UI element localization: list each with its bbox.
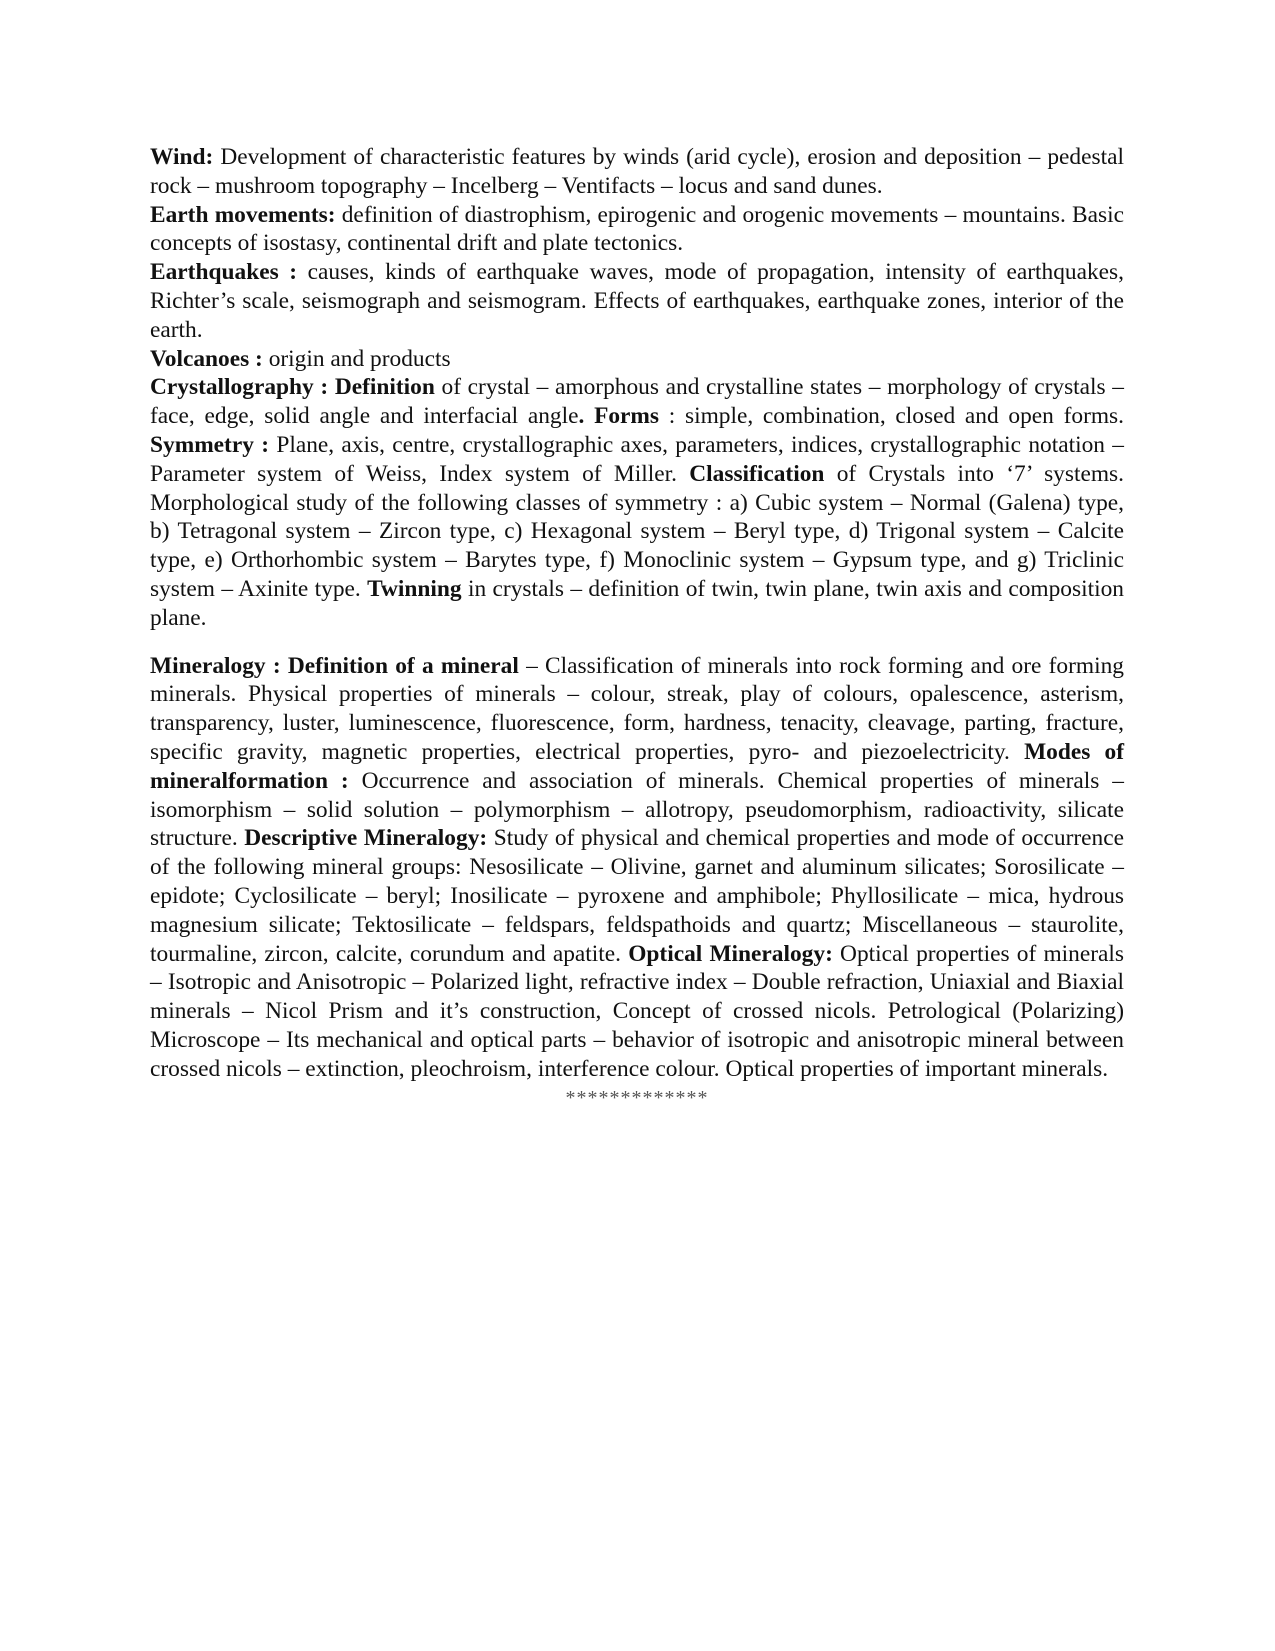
text-optical-mineralogy: Optical properties of minerals – Isotropic and Anisotropic – Polarized light, refractive index – Double refraction, Uniaxial and Biaxial minerals – Nicol Prism and it’s construction, Concept of crossed nicols. Petrological (Polarizing) Microscope – Its mechanical and optical parts – behavior of isotropic and anisotropic mineral between crossed nicols – extinction, pleochroism, interference colour. Optical properties of important minerals. <box>150 940 1124 1082</box>
heading-mineralogy-definition: Mineralogy : Definition of a mineral <box>150 652 519 679</box>
heading-classification: Classification <box>689 460 825 487</box>
paragraph-mineralogy <box>150 652 1124 1084</box>
heading-twinning: Twinning <box>367 575 462 602</box>
text-mineralogy-definition: – Classification of minerals into rock forming and ore forming minerals. Physical properties of minerals – colour, streak, play of colours, opalescence, asterism, transparency, luster, luminescence, fluorescence, form, hardness, tenacity, cleavage, parting, fracture, specific gravity, magnetic properties, electrical properties, pyro- and piezoelectricity. <box>150 652 1124 765</box>
text-earthquakes: causes, kinds of earthquake waves, mode of propagation, intensity of earthquakes, Richter’s scale, seismograph and seismogram. Effects of earthquakes, earthquake zones, interior of the earth. <box>150 259 1125 343</box>
paragraph-wind <box>150 143 1124 201</box>
paragraph-crystallography <box>150 373 1124 632</box>
text-volcanoes: origin and products <box>262 345 451 372</box>
text-modes-of-mineral-formation: Occurrence and association of minerals. Chemical properties of minerals – isomorphism – solid solution – polymorphism – allotropy, pseudomorphism, radioactivity, silicate structure. <box>150 767 1124 852</box>
heading-optical-mineralogy: Optical Mineralogy: <box>628 940 833 967</box>
text-wind: Development of characteristic features by winds (arid cycle), erosion and deposition – pedestal rock – mushroom topography – Incelberg – Ventifacts – locus and sand dunes. <box>150 144 1124 199</box>
heading-crystallography-definition: Crystallography : Definition <box>150 374 435 401</box>
heading-volcanoes: Volcanoes : <box>150 345 263 372</box>
text-descriptive-mineralogy: Study of physical and chemical properties and mode of occurrence of the following mineral groups: Nesosilicate – Olivine, garnet and aluminum silicates; Sorosilicate – epidote; Cyclosilicate – beryl; Inosilicate – pyroxene and amphibole; Phyllosilicate – mica, hydrous magnesium silicate; Tektosilicate – feldspars, feldspathoids and quartz; Miscellaneous – staurolite, tourmaline, zircon, calcite, corundum and apatite. <box>150 825 1125 967</box>
text-crystallography-definition: of crystal – amorphous and crystalline states – morphology of crystals – face, edge, solid angle and interfacial angle <box>150 374 1125 430</box>
document-page <box>150 143 1124 1112</box>
heading-forms: . Forms <box>578 403 660 430</box>
heading-earthquakes: Earthquakes : <box>150 259 298 286</box>
heading-earth-movements: Earth movements: <box>150 201 336 228</box>
paragraph-earth-movements <box>150 201 1124 259</box>
text-earth-movements: definition of diastrophism, epirogenic and orogenic movements – mountains. Basic concepts of isostasy, continental drift and plate tectonics. <box>150 201 1124 257</box>
text-twinning: in crystals – definition of twin, twin plane, twin axis and composition plane. <box>150 575 1124 631</box>
heading-wind: Wind: <box>150 144 214 170</box>
heading-symmetry: Symmetry : <box>150 431 270 458</box>
text-symmetry: Plane, axis, centre, crystallographic axes, parameters, indices, crystallographic notation – Parameter system of Weiss, Index system of Miller. <box>150 431 1124 487</box>
heading-modes-of-mineral-formation: Modes of mineralformation : <box>150 738 1124 794</box>
paragraph-earthquakes <box>150 258 1124 344</box>
heading-descriptive-mineralogy: Descriptive Mineralogy: <box>244 825 488 852</box>
text-forms: : simple, combination, closed and open forms. <box>659 403 1124 430</box>
footer-stars-divider: ************* <box>565 1086 709 1109</box>
paragraph-volcanoes <box>150 345 1124 374</box>
text-classification: of Crystals into ‘7’ systems. Morphological study of the following classes of symmetry : a) Cubic system – Normal (Galena) type, b) Tetragonal system – Zircon type, c) Hexagonal system – Beryl type, d) Trigonal system – Calcite type, e) Orthorhombic system – Barytes type, f) Monoclinic system – Gypsum type, and g) Triclinic system – Axinite type. <box>150 460 1124 602</box>
